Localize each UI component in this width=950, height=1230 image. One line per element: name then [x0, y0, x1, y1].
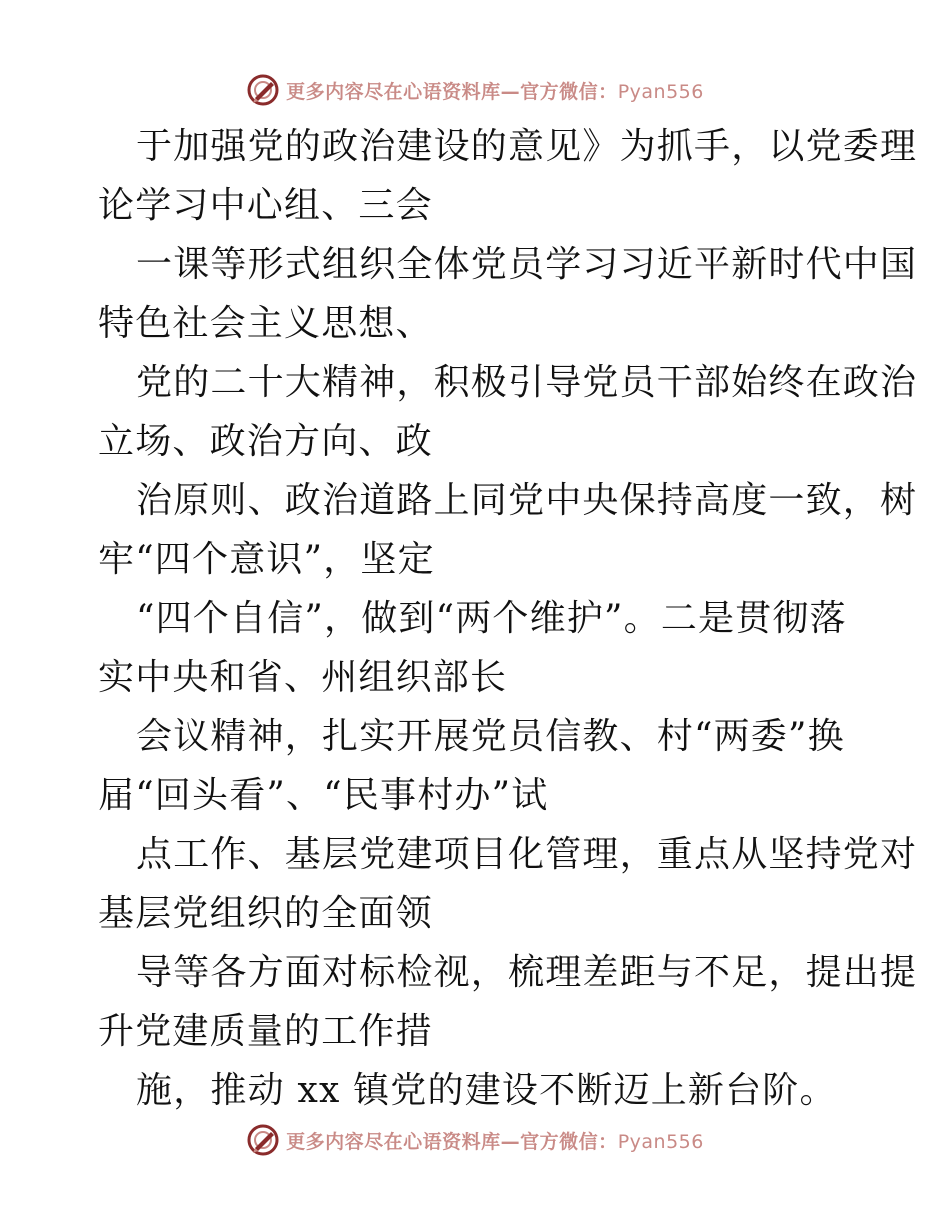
document-body	[98, 117, 918, 1120]
paragraph-line: 实中央和省、州组织部长	[98, 657, 508, 698]
watermark-dash: —	[500, 1130, 521, 1153]
paragraph-line: 治原则、政治道路上同党中央保持高度一致，树	[136, 480, 918, 521]
watermark-dash: —	[500, 80, 521, 103]
paragraph-line: 党的二十大精神，积极引导党员干部始终在政治	[136, 362, 918, 403]
watermark-text	[286, 77, 704, 104]
paragraph-line: 点工作、基层党建项目化管理，重点从坚持党对	[136, 834, 918, 875]
paragraph-line: 于加强党的政治建设的意见》为抓手，以党委理	[136, 126, 918, 167]
paragraph-line: 立场、政治方向、政	[98, 421, 433, 462]
paragraph-line: 升党建质量的工作措	[98, 1011, 433, 1052]
watermark-wechat-id: Pyan556	[617, 1130, 704, 1153]
paragraph-line: “四个自信”，做到“两个维护”。二是贯彻落	[136, 598, 847, 639]
footer-watermark	[0, 1120, 950, 1160]
watermark-text	[286, 1127, 704, 1154]
pen-logo-icon	[246, 1123, 280, 1157]
watermark-official: 官方微信：	[520, 1130, 618, 1153]
paragraph-line: 导等各方面对标检视，梳理差距与不足，提出提	[136, 952, 918, 993]
paragraph-line: 特色社会主义思想、	[98, 303, 433, 344]
pen-logo-icon	[246, 73, 280, 107]
header-watermark	[0, 70, 950, 110]
paragraph-line: 基层党组织的全面领	[98, 893, 433, 934]
paragraph-line: 论学习中心组、三会	[98, 185, 433, 226]
watermark-main: 更多内容尽在心语资料库	[286, 80, 501, 103]
watermark-wechat-id: Pyan556	[617, 80, 704, 103]
paragraph-line: 届“回头看”、“民事村办”试	[98, 775, 549, 816]
watermark-main: 更多内容尽在心语资料库	[286, 1130, 501, 1153]
paragraph-line: 会议精神，扎实开展党员信教、村“两委”换	[136, 716, 845, 757]
paragraph-line: 施，推动 xx 镇党的建设不断迈上新台阶。	[136, 1070, 837, 1111]
watermark-official: 官方微信：	[520, 80, 618, 103]
paragraph-line: 牢“四个意识”，坚定	[98, 539, 435, 580]
paragraph-line: 一课等形式组织全体党员学习习近平新时代中国	[136, 244, 918, 285]
